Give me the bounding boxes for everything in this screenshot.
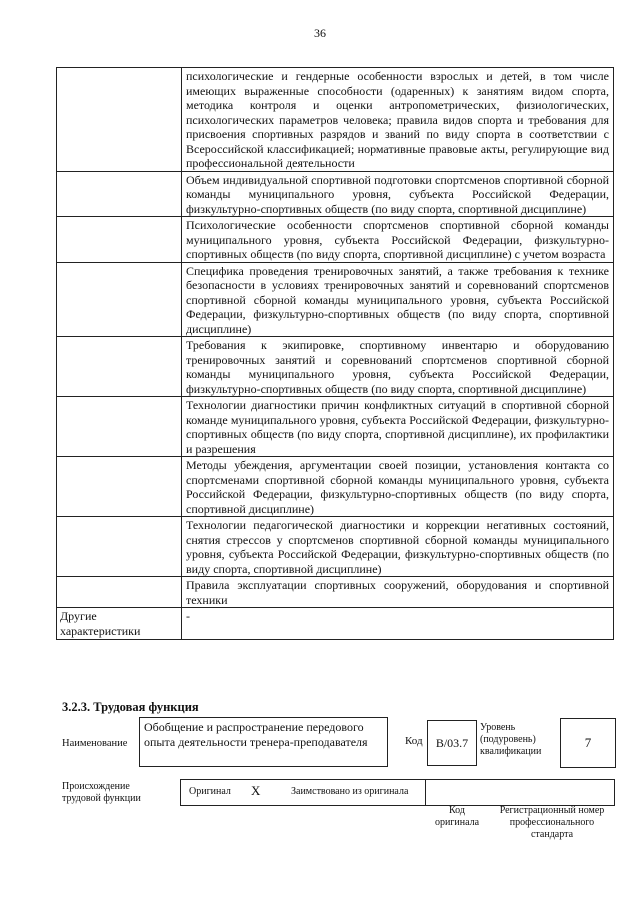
table-cell-right: Правила эксплуатации спортивных сооружений, оборудования и спортивной техники bbox=[182, 577, 614, 608]
table-row bbox=[57, 517, 614, 577]
table-cell-right: Технологии диагностики причин конфликтных ситуаций в спортивной сборной команде муниципального уровня, субъекта Российской Федерации, физкультурно-спортивных обществ (по виду спорта, спортивной дисциплине), их профилактики и разрешения bbox=[182, 397, 614, 457]
table-cell-left bbox=[57, 337, 182, 397]
reg-number-label: Регистрационный номер профессионального стандарта bbox=[499, 805, 605, 840]
other-characteristics-label: Другие характеристики bbox=[57, 608, 182, 640]
table-cell-left bbox=[57, 171, 182, 217]
table-cell-left bbox=[57, 457, 182, 517]
table-row bbox=[57, 397, 614, 457]
other-characteristics-value: - bbox=[182, 608, 614, 640]
table-cell-left bbox=[57, 217, 182, 263]
table-cell-right: Требования к экипировке, спортивному инвентарю и оборудованию тренировочных занятий и соревнований спортсменов спортивной сборной команды муниципального уровня, субъекта Российской Федерации, физкультурно-спортивных обществ (по виду спорта, спортивной дисциплине) bbox=[182, 337, 614, 397]
origin-empty-cells bbox=[424, 779, 615, 806]
table-cell-left bbox=[57, 577, 182, 608]
level-label: Уровень (подуровень) квалификации bbox=[480, 722, 542, 757]
original-mark: X bbox=[251, 783, 261, 798]
table-row bbox=[57, 457, 614, 517]
table-cell-right: психологические и гендерные особенности взрослых и детей, в том числе имеющих выраженные способности (одаренных) к занятиям видом спорта, методика контроля и оценки антропометрических, физиологических, психологических параметров человека; правила видов спорта и требования для присвоения спортивных разрядов и званий по виду спорта в соответствии с Всероссийской классификацией; нормативные правовые акты, регулирующие вид профессиональной деятельности bbox=[182, 68, 614, 172]
level-value-box: 7 bbox=[560, 718, 616, 768]
table-row bbox=[57, 171, 614, 217]
code-label: Код bbox=[405, 735, 423, 747]
table-row bbox=[57, 217, 614, 263]
table-cell-right: Специфика проведения тренировочных занятий, а также требования к технике безопасности в условиях тренировочных занятий и соревнований спортсменов спортивной сборной команды муниципального уровня, субъекта Российской Федерации, физкультурно-спортивных обществ (по виду спорта, спортивной дисциплине) bbox=[182, 262, 614, 337]
section-heading: 3.2.3. Трудовая функция bbox=[62, 700, 199, 714]
table-cell-right: Технологии педагогической диагностики и коррекции негативных состояний, снятия стрессов у спортсменов спортивной сборной команды муниципального уровня, субъекта Российской Федерации, физкультурно-спортивных обществ (по виду спорта, спортивной дисциплине) bbox=[182, 517, 614, 577]
code-original-label: Код оригинала bbox=[434, 805, 480, 828]
table-cell-left bbox=[57, 517, 182, 577]
function-name-box: Обобщение и распространение передового опыта деятельности тренера-преподавателя bbox=[139, 717, 388, 767]
table-cell-left bbox=[57, 262, 182, 337]
table-row bbox=[57, 262, 614, 337]
table-cell-left bbox=[57, 68, 182, 172]
table-row bbox=[57, 337, 614, 397]
origin-box bbox=[180, 779, 426, 806]
origin-label: Происхождение трудовой функции bbox=[62, 781, 141, 804]
code-value-box: B/03.7 bbox=[427, 720, 477, 766]
table-cell-left bbox=[57, 397, 182, 457]
page-number: 36 bbox=[314, 26, 326, 40]
table-cell-right: Методы убеждения, аргументации своей позиции, установления контакта со спортсменами спортивной сборной команды муниципального уровня, субъекта Российской Федерации, физкультурно-спортивных обществ (по виду спорта, спортивной дисциплине) bbox=[182, 457, 614, 517]
table-row bbox=[57, 577, 614, 608]
table-row bbox=[57, 68, 614, 172]
table-cell-right: Объем индивидуальной спортивной подготовки спортсменов спортивной сборной команды муниципального уровня, субъекта Российской Федерации, физкультурно-спортивных обществ (по виду спорта, спортивной дисциплине) bbox=[182, 171, 614, 217]
knowledge-table bbox=[56, 67, 614, 640]
borrowed-label: Заимствовано из оригинала bbox=[291, 786, 409, 797]
name-label: Наименование bbox=[62, 738, 128, 749]
table-row bbox=[57, 608, 614, 640]
original-label: Оригинал bbox=[189, 786, 231, 797]
table-cell-right: Психологические особенности спортсменов спортивной сборной команды муниципального уровня, субъекта Российской Федерации, физкультурно-спортивных обществ (по виду спорта, спортивной дисциплине) с учетом возраста bbox=[182, 217, 614, 263]
